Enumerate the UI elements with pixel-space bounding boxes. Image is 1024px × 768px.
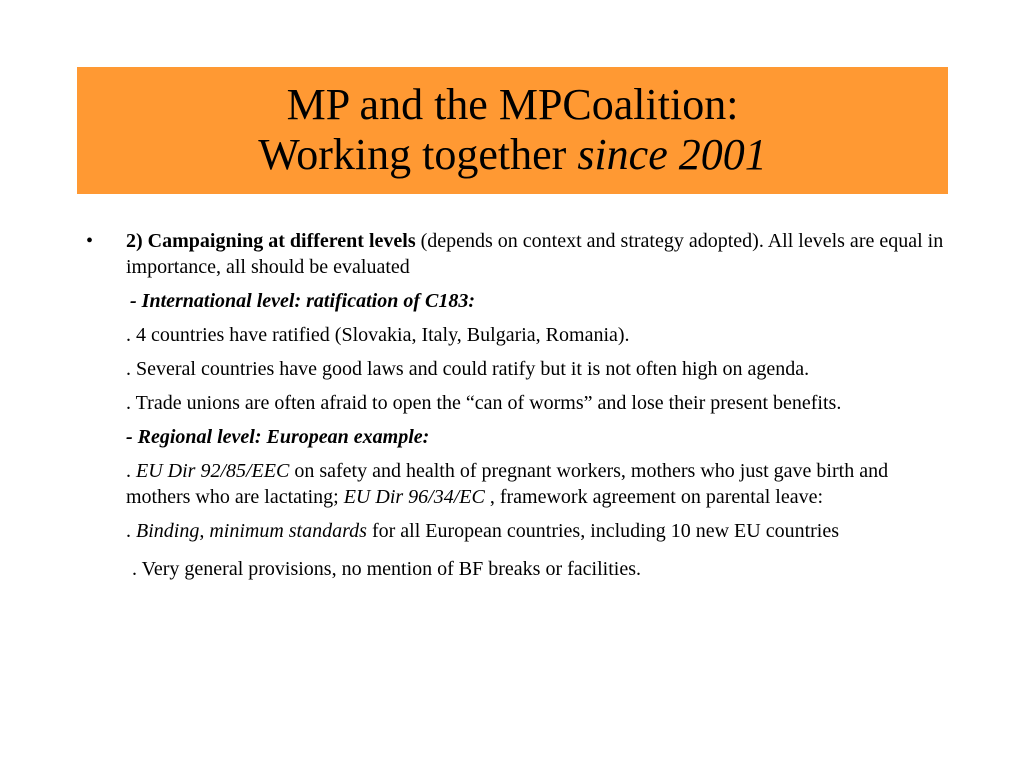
regional-point-1-prefix: . bbox=[126, 460, 136, 482]
regional-point-1-mid: on safety and health of pregnant workers, mothers who just gave birth and mothers who are lactating; bbox=[126, 460, 889, 508]
eu-directive-2: EU Dir 96/34/EC bbox=[343, 486, 485, 508]
regional-heading-text: - Regional level: European example: bbox=[126, 426, 430, 448]
bullet-text: (depends on context and strategy adopted). All levels are equal in importance, all should be evaluated bbox=[126, 230, 944, 278]
international-point-2: . Several countries have good laws and could ratify but it is not often high on agenda. bbox=[126, 358, 810, 380]
regional-point-1 bbox=[86, 458, 946, 510]
slide-title-line-1: MP and the MPCoalition: bbox=[286, 80, 739, 129]
regional-point-2-rest: for all European countries, including 10 new EU countries bbox=[366, 520, 840, 542]
regional-point-3: . Very general provisions, no mention of BF breaks or facilities. bbox=[132, 558, 641, 580]
regional-heading bbox=[86, 424, 946, 450]
international-heading-text: - International level: ratification of C183: bbox=[130, 290, 475, 312]
bullet-symbol: • bbox=[86, 230, 94, 252]
slide-title-box bbox=[77, 67, 948, 194]
slide-title-line-2 bbox=[77, 130, 948, 180]
bullet-bold-heading: 2) Campaigning at different levels bbox=[126, 230, 416, 252]
regional-point-2-prefix: . bbox=[126, 520, 136, 542]
regional-point-2 bbox=[86, 518, 946, 544]
bullet-item bbox=[86, 228, 946, 280]
regional-point-1-end: , framework agreement on parental leave: bbox=[484, 486, 824, 508]
international-point-1: . 4 countries have ratified (Slovakia, Italy, Bulgaria, Romania). bbox=[126, 324, 630, 346]
slide-body bbox=[86, 228, 946, 590]
slide-title-line-2-italic: since 2001 bbox=[577, 130, 767, 179]
eu-directive-1: EU Dir 92/85/EEC bbox=[136, 460, 290, 482]
international-point-3: . Trade unions are often afraid to open the “can of worms” and lose their present benefits. bbox=[126, 392, 842, 414]
international-heading bbox=[86, 288, 946, 314]
slide-title-line-2-text: Working together bbox=[258, 130, 578, 179]
binding-standards: Binding, minimum standards bbox=[136, 520, 367, 542]
